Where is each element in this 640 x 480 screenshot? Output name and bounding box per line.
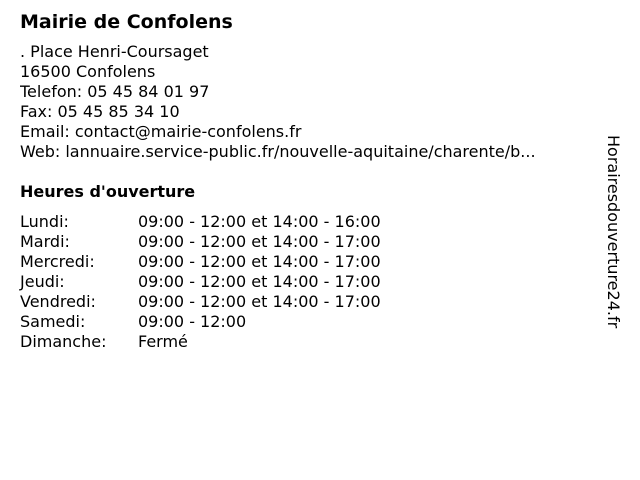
hours-row-dimanche — [20, 332, 610, 352]
phone-number[interactable]: Telefon: 05 45 84 01 97 — [20, 82, 210, 101]
hours-day-label: Samedi: — [20, 312, 86, 331]
hours-time-value: 09:00 - 12:00 et 14:00 - 17:00 — [138, 292, 381, 311]
hours-time-value: 09:00 - 12:00 et 14:00 - 17:00 — [138, 232, 381, 251]
hours-time-value: 09:00 - 12:00 — [138, 312, 247, 331]
hours-row-lundi — [20, 212, 610, 232]
hours-row-mardi — [20, 232, 610, 252]
hours-time-value: Fermé — [138, 332, 188, 351]
fax-number: Fax: 05 45 85 34 10 — [20, 102, 180, 121]
postal-city: 16500 Confolens — [20, 62, 156, 81]
hours-day-label: Mardi: — [20, 232, 70, 251]
hours-time-value: 09:00 - 12:00 et 14:00 - 16:00 — [138, 212, 381, 231]
hours-table — [20, 212, 610, 352]
hours-row-jeudi — [20, 272, 610, 292]
hours-day-label: Mercredi: — [20, 252, 95, 271]
hours-day-label: Lundi: — [20, 212, 69, 231]
hours-day-label: Dimanche: — [20, 332, 107, 351]
street-address: . Place Henri-Coursaget — [20, 42, 209, 61]
email-address[interactable]: Email: contact@mairie-confolens.fr — [20, 122, 302, 141]
hours-day-label: Jeudi: — [20, 272, 65, 291]
hours-heading: Heures d'ouverture — [20, 182, 196, 201]
website-url[interactable]: Web: lannuaire.service-public.fr/nouvelle-aquitaine/charente/b... — [20, 142, 536, 161]
hours-row-mercredi — [20, 252, 610, 272]
hours-row-vendredi — [20, 292, 610, 312]
business-card — [20, 10, 610, 352]
address-block — [20, 42, 610, 162]
hours-time-value: 09:00 - 12:00 et 14:00 - 17:00 — [138, 252, 381, 271]
site-watermark: Horairesdouverture24.fr — [604, 135, 623, 329]
page-title: Mairie de Confolens — [20, 11, 233, 33]
hours-time-value: 09:00 - 12:00 et 14:00 - 17:00 — [138, 272, 381, 291]
hours-day-label: Vendredi: — [20, 292, 96, 311]
hours-row-samedi — [20, 312, 610, 332]
